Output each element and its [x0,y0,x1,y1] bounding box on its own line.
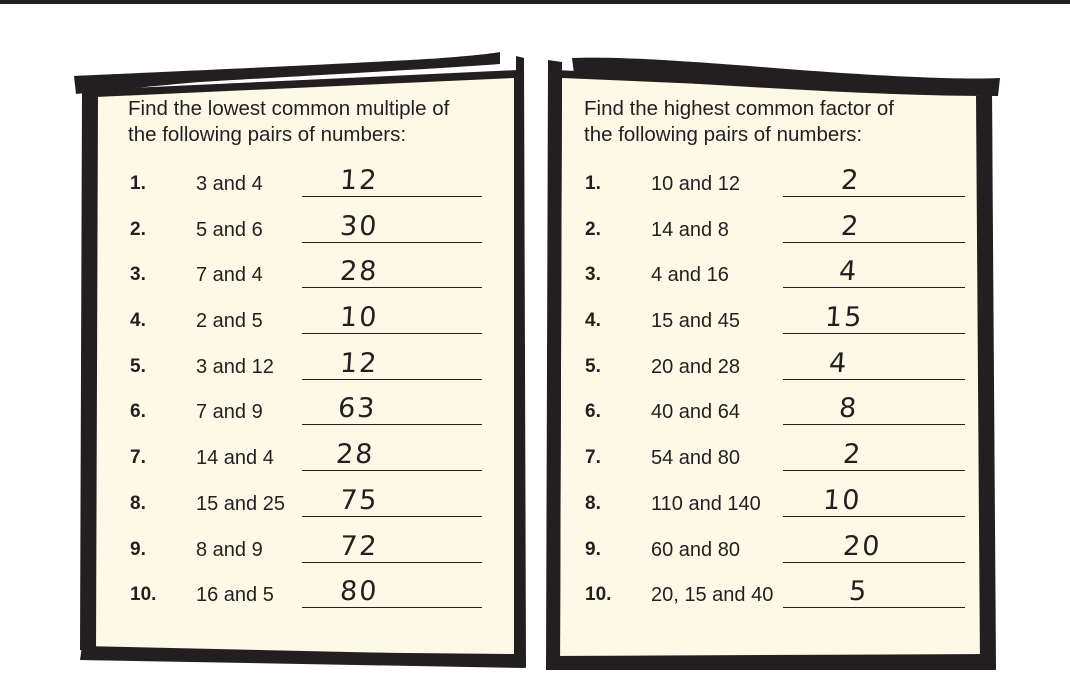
answer-line [302,333,482,334]
answer-line [783,333,965,334]
question-number: 8. [585,493,601,514]
handwritten-answer: 2 [841,439,864,470]
hcf-question-list [585,165,985,632]
handwritten-answer: 4 [827,348,850,379]
handwritten-answer: 12 [338,348,380,379]
handwritten-answer: 10 [338,302,380,333]
answer-line [302,379,482,380]
answer-line [783,242,965,243]
answer-line [783,196,965,197]
handwritten-answer: 80 [338,576,380,607]
number-pair: 5 and 6 [196,219,263,241]
question-number: 10. [585,584,612,605]
answer-line [783,287,965,288]
number-pair: 15 and 25 [196,493,285,515]
question-number: 4. [585,310,601,331]
number-pair: 7 and 9 [196,401,263,423]
handwritten-answer: 15 [823,302,865,333]
lcm-question-row [130,348,530,395]
hcf-question-row [585,576,985,623]
hcf-worksheet [540,0,1070,692]
handwritten-answer: 63 [336,393,378,424]
question-number: 7. [130,447,146,468]
question-number: 3. [585,264,601,285]
lcm-title-line-1: Find the lowest common multiple of [128,97,450,120]
handwritten-answer: 72 [338,531,380,562]
lcm-question-row [130,256,530,303]
question-number: 1. [130,173,146,194]
lcm-question-row [130,302,530,349]
answer-line [302,287,482,288]
handwritten-answer: 5 [847,576,870,607]
handwritten-answer: 8 [837,393,860,424]
answer-line [302,562,482,563]
number-pair: 10 and 12 [651,173,740,195]
lcm-question-row [130,211,530,258]
answer-line [783,516,965,517]
number-pair: 7 and 4 [196,264,263,286]
answer-line [783,607,965,608]
number-pair: 54 and 80 [651,447,740,469]
number-pair: 3 and 4 [196,173,263,195]
answer-line [302,242,482,243]
hcf-question-row [585,211,985,258]
question-number: 2. [585,219,601,240]
answer-line [302,196,482,197]
answer-line [783,470,965,471]
hcf-title-line-2: the following pairs of numbers: [584,123,863,146]
question-number: 8. [130,493,146,514]
lcm-question-row [130,165,530,212]
question-number: 5. [130,356,146,377]
number-pair: 60 and 80 [651,539,740,561]
question-number: 9. [585,539,601,560]
handwritten-answer: 12 [338,165,380,196]
handwritten-answer: 2 [839,165,862,196]
question-number: 6. [130,401,146,422]
number-pair: 2 and 5 [196,310,263,332]
question-number: 3. [130,264,146,285]
answer-line [302,607,482,608]
answer-line [783,424,965,425]
answer-line [783,562,965,563]
answer-line [302,470,482,471]
handwritten-answer: 28 [334,439,376,470]
number-pair: 3 and 12 [196,356,274,378]
lcm-question-row [130,439,530,486]
hcf-question-row [585,256,985,303]
hcf-question-row [585,439,985,486]
lcm-title-line-2: the following pairs of numbers: [128,123,407,146]
handwritten-answer: 20 [841,531,883,562]
question-number: 10. [130,584,157,605]
hcf-question-row [585,485,985,532]
number-pair: 8 and 9 [196,539,263,561]
lcm-question-row [130,576,530,623]
number-pair: 110 and 140 [651,493,761,515]
handwritten-answer: 28 [338,256,380,287]
question-number: 2. [130,219,146,240]
lcm-question-row [130,531,530,578]
question-number: 6. [585,401,601,422]
number-pair: 20, 15 and 40 [651,584,774,606]
handwritten-answer: 2 [839,211,862,242]
handwritten-answer: 30 [338,211,380,242]
question-number: 1. [585,173,601,194]
answer-line [783,379,965,380]
number-pair: 14 and 8 [651,219,729,241]
handwritten-answer: 4 [837,256,860,287]
hcf-question-row [585,531,985,578]
number-pair: 4 and 16 [651,264,729,286]
number-pair: 20 and 28 [651,356,740,378]
answer-line [302,516,482,517]
question-number: 9. [130,539,146,560]
hcf-question-row [585,165,985,212]
question-number: 7. [585,447,601,468]
lcm-question-list [130,165,530,632]
handwritten-answer: 75 [338,485,380,516]
lcm-question-row [130,393,530,440]
number-pair: 40 and 64 [651,401,740,423]
lcm-question-row [130,485,530,532]
hcf-title-line-1: Find the highest common factor of [584,97,894,120]
question-number: 4. [130,310,146,331]
answer-line [302,424,482,425]
handwritten-answer: 10 [821,485,863,516]
hcf-question-row [585,348,985,395]
question-number: 5. [585,356,601,377]
number-pair: 15 and 45 [651,310,740,332]
hcf-question-row [585,302,985,349]
hcf-question-row [585,393,985,440]
number-pair: 14 and 4 [196,447,274,469]
number-pair: 16 and 5 [196,584,274,606]
